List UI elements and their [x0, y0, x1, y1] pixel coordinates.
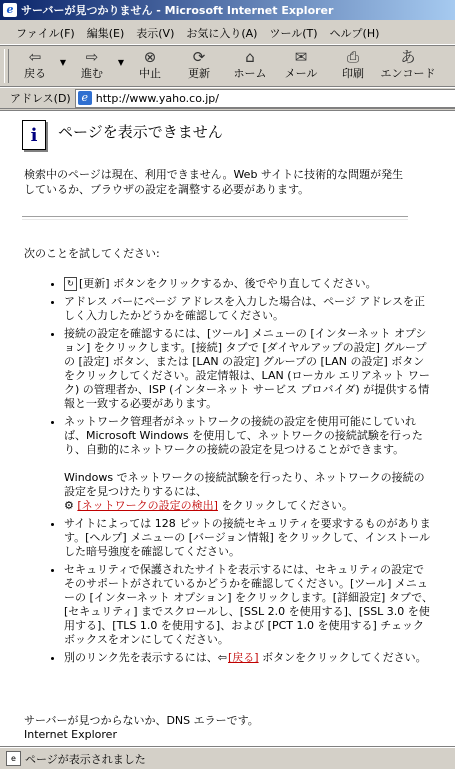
- mail-button[interactable]: ✉ メール: [284, 48, 318, 80]
- forward-dropdown[interactable]: [115, 46, 127, 86]
- chevron-down-icon: ▼: [117, 58, 125, 67]
- printer-icon: ⎙: [346, 48, 359, 66]
- divider: [22, 216, 408, 220]
- chevron-down-icon: ▼: [59, 58, 67, 67]
- menu-file[interactable]: ファイル(F): [16, 27, 75, 40]
- list-item: • 接続の設定を確認するには、[ツール] メニューの [インターネット オプション] をクリックします。[接続] タブで [ダイヤルアップの設定] グループの [設定] ボタン、または [LAN の設定] グループの [LAN の設定] ボタンをクリックしてください。設定情報は、LAN (ローカル エリアネット ワーク) の管理者か、ISP (インターネット サービス プロバイダ) が提供する情報と一致する必要があります。: [64, 327, 434, 411]
- status-bar: [0, 747, 455, 769]
- menu-view[interactable]: 表示(V): [136, 27, 175, 40]
- encoding-icon: あ: [400, 48, 416, 66]
- back-link[interactable]: [戻る]: [228, 651, 259, 664]
- refresh-icon: ⟳: [192, 48, 206, 66]
- tips-list: [44, 277, 434, 669]
- refresh-button[interactable]: ⟳ 更新: [188, 48, 210, 80]
- menu-tools[interactable]: ツール(T): [269, 27, 318, 40]
- back-arrow-icon: ⇦: [28, 48, 42, 66]
- address-input[interactable]: [75, 89, 455, 108]
- error-code-text: サーバーが見つからないか、DNS エラーです。: [24, 714, 259, 727]
- detect-network-link[interactable]: [ネットワークの設定の検出]: [77, 499, 218, 512]
- status-text: ページが表示されました: [25, 752, 146, 766]
- ie-logo-icon: e: [3, 3, 17, 17]
- stop-icon: ⊗: [143, 48, 157, 66]
- app-name-text: Internet Explorer: [24, 728, 117, 741]
- error-header: [22, 120, 223, 150]
- title-bar: [0, 0, 455, 20]
- page-done-icon: e: [6, 751, 21, 766]
- menu-edit[interactable]: 編集(E): [86, 27, 125, 40]
- standard-toolbar: [0, 46, 455, 87]
- list-item: • ↻ [更新] ボタンをクリックするか、後でやり直してください。: [64, 277, 434, 291]
- print-button[interactable]: ⎙ 印刷: [342, 48, 364, 80]
- home-icon: ⌂: [245, 48, 255, 66]
- list-item: • セキュリティで保護されたサイトを表示するには、セキュリティの設定でそのサポートがされているかどうかを確認してください。[ツール] メニューの [インターネット オプション] をクリックします。[詳細設定] タブで、[セキュリティ] までスクロールし、[SSL 2.0 を使用する]、[SSL 3.0 を使用する]、[TLS 1.0 を使用する]、および [PCT 1.0 を使用する] チェック ボックスをオンにしてください。: [64, 563, 434, 647]
- page-title: ページを表示できません: [58, 123, 223, 141]
- address-label: アドレス(D): [10, 92, 71, 105]
- back-arrow-icon: ⇦: [217, 651, 227, 664]
- address-bar: [0, 88, 455, 109]
- refresh-icon: ↻: [64, 277, 77, 291]
- list-item: • アドレス バーにページ アドレスを入力した場合は、ページ アドレスを正しく入力したかどうかを確認してください。: [64, 295, 434, 323]
- back-button[interactable]: ⇦ 戻る: [24, 48, 46, 80]
- stop-button[interactable]: ⊗ 中止: [139, 48, 161, 80]
- try-heading: 次のことを試してください:: [24, 247, 160, 260]
- window-title: サーバーが見つかりません - Microsoft Internet Explorer: [21, 4, 334, 17]
- intro-text: 検索中のページは現在、利用できません。Web サイトに技術的な問題が発生しているか、ブラウザの設定を調整する必要があります。: [24, 168, 404, 196]
- list-item: • 別のリンク先を表示するには、⇦[戻る] ボタンをクリックしてください。: [64, 651, 434, 665]
- home-button[interactable]: ⌂ ホーム: [233, 48, 267, 80]
- address-url[interactable]: http://www.yaho.co.jp/: [95, 91, 219, 105]
- toolbar-grip[interactable]: [4, 49, 9, 83]
- menu-bar: [0, 22, 455, 45]
- network-detect-icon: ⚙: [64, 499, 74, 512]
- page-icon: e: [78, 91, 92, 105]
- forward-button[interactable]: ⇨ 進む: [81, 48, 103, 80]
- menu-favorites[interactable]: お気に入り(A): [186, 27, 258, 40]
- list-item: • サイトによっては 128 ビットの接続セキュリティを要求するものがあります。[ヘルプ] メニューの [バージョン情報] をクリックして、インストールした暗号強度を確認してください。: [64, 517, 434, 559]
- mail-icon: ✉: [294, 48, 308, 66]
- forward-arrow-icon: ⇨: [85, 48, 99, 66]
- menu-help[interactable]: ヘルプ(H): [329, 27, 380, 40]
- back-dropdown[interactable]: [57, 46, 69, 86]
- encoding-button[interactable]: あ エンコード: [380, 48, 436, 80]
- page-content: [0, 110, 455, 747]
- list-item: • ネットワーク管理者がネットワークの接続の設定を使用可能にしていれば、Microsoft Windows を使用して、ネットワークの接続試験を行ったり、自動的にネットワークの接続の設定を見つけることができます。 Windows でネットワークの接続試験を行ったり、ネットワークの接続の設定を見つけたりするには、 ⚙ [ネットワークの設定の検出] をクリックしてください。: [64, 415, 434, 513]
- info-icon: i: [22, 120, 46, 150]
